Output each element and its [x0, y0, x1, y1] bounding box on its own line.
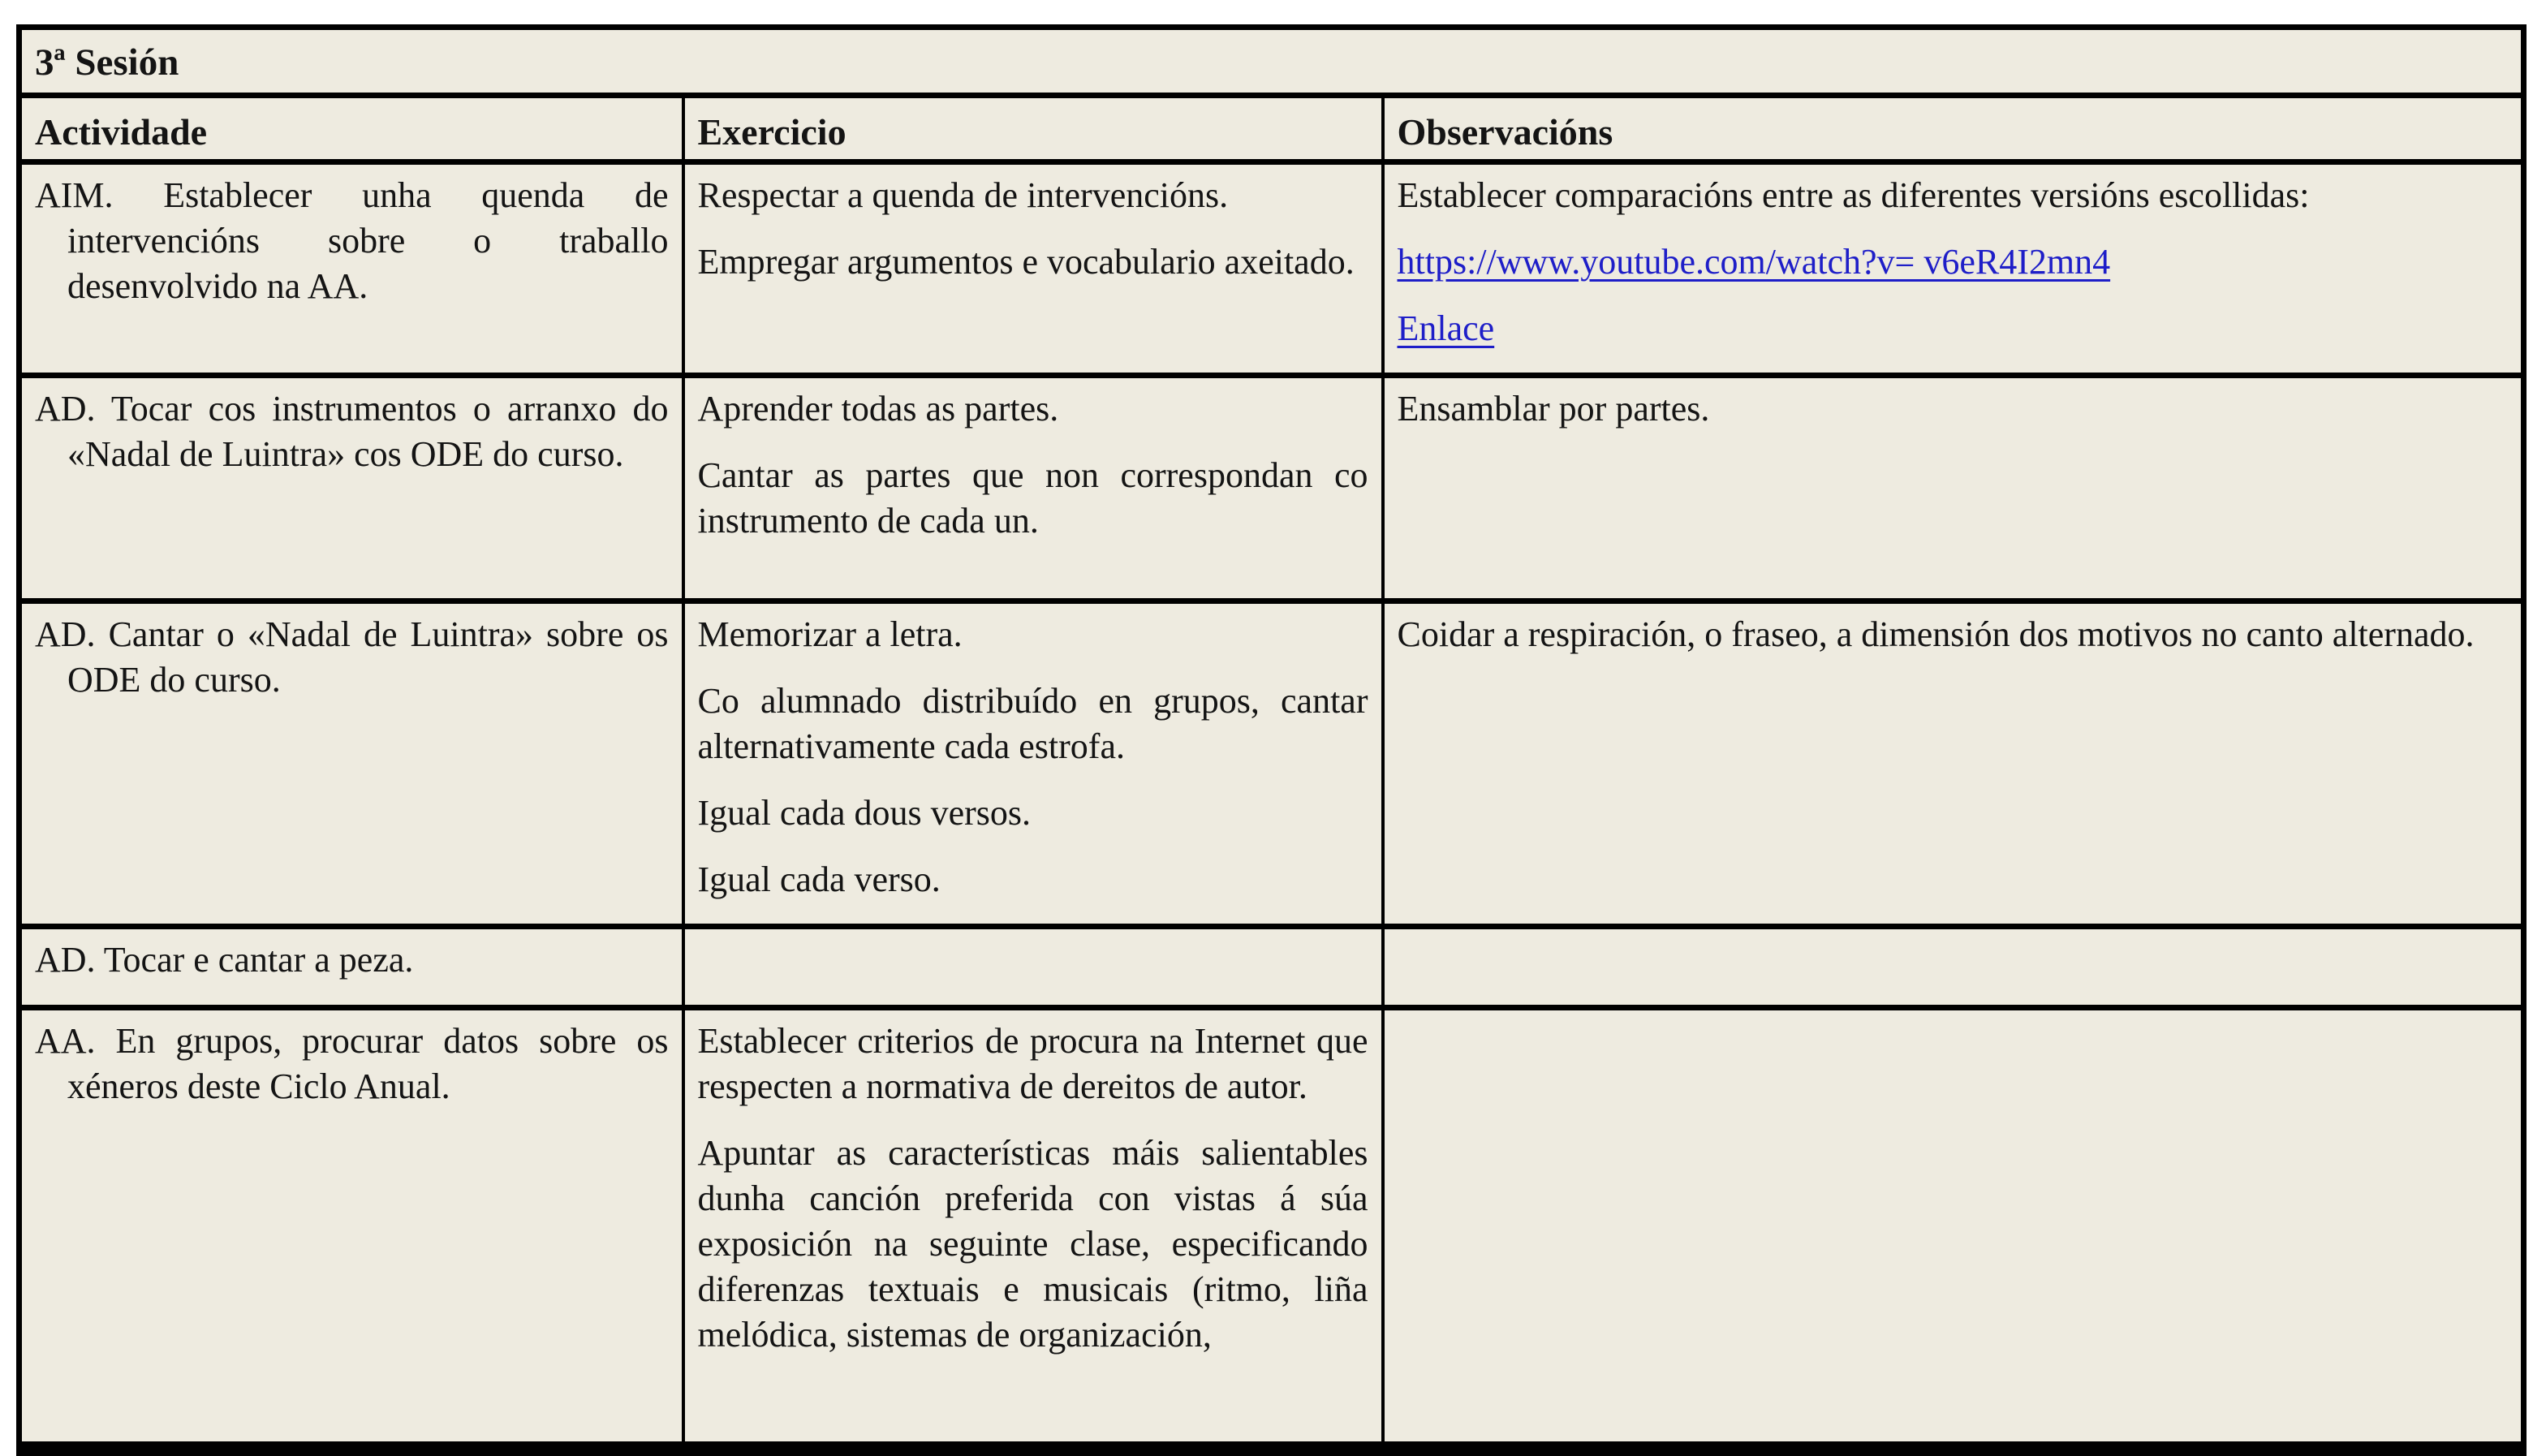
- paragraph: Co alumnado distribuído en grupos, cantar alternativamente cada estrofa.: [697, 681, 1368, 766]
- youtube-link[interactable]: https://www.youtube.com/watch?v= v6eR4I2mn4: [1397, 242, 2111, 282]
- cell-observacions: [1383, 376, 2524, 601]
- cell-observacions: [1383, 601, 2524, 927]
- paragraph: Aprender todas as partes.: [697, 389, 1059, 429]
- table-row: [19, 376, 2524, 601]
- cell-observacions: [1383, 1008, 2524, 1456]
- paragraph: AD. Tocar cos instrumentos o arranxo do «Nadal de Luintra» cos ODE do curso.: [35, 389, 669, 474]
- session-title-row: [19, 28, 2524, 96]
- cell-actividade: [19, 376, 683, 601]
- paragraph: AD. Cantar o «Nadal de Luintra» sobre os ODE do curso.: [35, 614, 669, 700]
- paragraph: Igual cada verso.: [697, 859, 941, 899]
- cell-observacions: [1383, 927, 2524, 1008]
- cell-exercicio: [683, 1008, 1383, 1456]
- paragraph: Coidar a respiración, o fraseo, a dimensión dos motivos no canto alternado.: [1397, 614, 2475, 654]
- cell-observacions: [1383, 162, 2524, 376]
- cell-exercicio: [683, 162, 1383, 376]
- paragraph: Establecer criterios de procura na Internet que respecten a normativa de dereitos de autor.: [697, 1021, 1368, 1106]
- cell-actividade: [19, 162, 683, 376]
- table-row: [19, 601, 2524, 927]
- paragraph: [1398, 239, 2509, 285]
- col-header-exercicio: Exercicio: [683, 96, 1383, 162]
- cell-exercicio: [683, 927, 1383, 1008]
- column-header-row: [19, 96, 2524, 162]
- session-title: 3ª Sesión: [19, 28, 2524, 96]
- col-header-observacions: Observacións: [1383, 96, 2524, 162]
- paragraph: Cantar as partes que non correspondan co instrumento de cada un.: [697, 455, 1368, 541]
- paragraph: AA. En grupos, procurar datos sobre os xéneros deste Ciclo Anual.: [35, 1021, 669, 1106]
- cell-exercicio: [683, 376, 1383, 601]
- page-cut-rule: [16, 1441, 2521, 1456]
- cell-actividade: [19, 601, 683, 927]
- table-row: [19, 1008, 2524, 1456]
- cell-actividade: [19, 927, 683, 1008]
- paragraph: Establecer comparacións entre as diferentes versións escollidas:: [1397, 175, 2310, 215]
- paragraph: Memorizar a letra.: [697, 614, 963, 654]
- paragraph: [1398, 306, 2509, 351]
- paragraph: AIM. Establecer unha quenda de intervencións sobre o traballo desenvolvido na AA.: [35, 175, 669, 306]
- enlace-link[interactable]: Enlace: [1397, 308, 1495, 348]
- table-row: [19, 162, 2524, 376]
- cell-exercicio: [683, 601, 1383, 927]
- session-table: [16, 24, 2527, 1456]
- table-row: [19, 927, 2524, 1008]
- paragraph: Ensamblar por partes.: [1397, 389, 1710, 429]
- paragraph: Apuntar as características máis salientables dunha canción preferida con vistas á súa exposición na seguinte clase, especificando diferenzas textuais e musicais (ritmo, liña melódica, sistemas de organización,: [697, 1133, 1368, 1355]
- cell-actividade: [19, 1008, 683, 1456]
- col-header-actividade: Actividade: [19, 96, 683, 162]
- paragraph: Igual cada dous versos.: [697, 793, 1032, 833]
- paragraph: Empregar argumentos e vocabulario axeitado.: [697, 242, 1355, 282]
- paragraph: AD. Tocar e cantar a peza.: [35, 940, 414, 980]
- paragraph: Respectar a quenda de intervencións.: [697, 175, 1229, 215]
